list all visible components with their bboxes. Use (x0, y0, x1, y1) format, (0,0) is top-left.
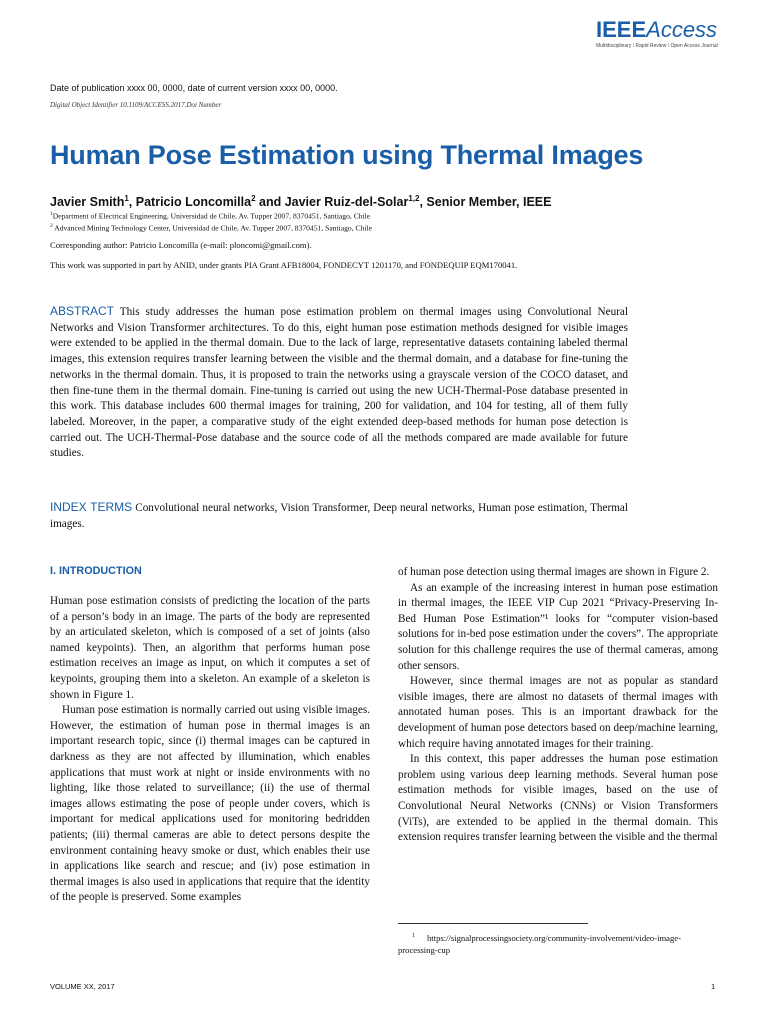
paragraph: Human pose estimation consists of predicting the location of the parts of a person’s body in an image. The parts of the body are represented by an articulated skeleton, which is composed of a set of joints (also named keypoints). Then, an algorithm that performs human pose estimation receives an image as input, on which it computes a set of keypoints, grouping them into a skeleton. An example of a skeleton is shown in Figure 1. (50, 595, 370, 701)
paragraph: of human pose detection using thermal images are shown in Figure 2. (398, 566, 710, 578)
doi-line: Digital Object Identifier 10.1109/ACCESS.2017.Doi Number (50, 101, 222, 109)
footnote: $^1$ https://signalprocessingsociety.org/community-involvement/video-image-processing-cup (398, 932, 681, 955)
right-column (398, 565, 718, 846)
publication-date: Date of publication xxxx 00, 0000, date of current version xxxx 00, 0000. (50, 83, 338, 93)
footnote-rule (398, 923, 588, 924)
funding-note: This work was supported in part by ANID, under grants PIA Grant AFB18004, FONDECYT 1201170, and FONDEQUIP EQM170041. (50, 260, 518, 270)
affiliation-1: $^1$Department of Electrical Engineering, Universidad de Chile, Av. Tupper 2007, 8370451, Santiago, Chile (50, 211, 371, 221)
footer-volume: VOLUME XX, 2017 (50, 982, 115, 991)
paper-title: Human Pose Estimation using Thermal Images (50, 140, 644, 170)
logo-tagline: Multidisciplinary ⁞ Rapid Review ⁞ Open Access Journal (596, 43, 718, 49)
logo-wordmark: IEEEAccess (596, 17, 718, 42)
abstract (50, 304, 628, 462)
author-1: Javier Smith (50, 195, 125, 210)
paragraph: In this context, this paper addresses the human pose estimation problem using various deep learning methods. Several human pose estimation methods for visible images, based on the use of Convolutional Neural Networks (CNNs) or Vision Transformers (ViTs), are extended to be applied in the thermal domain. This extension requires transfer learning between the visible and the thermal (398, 753, 718, 844)
affiliation-2: $^2$ Advanced Mining Technology Center, Universidad de Chile, Av. Tupper 2007, 8370451, Santiago, Chile (50, 223, 372, 233)
journal-logo (596, 18, 726, 58)
index-terms-text: Convolutional neural networks, Vision Transformer, Deep neural networks, Human pose estimation, Thermal images. (50, 502, 628, 530)
abstract-label: ABSTRACT (50, 304, 115, 318)
footnote-link: https://signalprocessingsociety.org/community-involvement/video-image-processing-cup (398, 932, 681, 955)
index-terms-label: INDEX TERMS (50, 500, 133, 514)
left-column (50, 594, 370, 906)
paragraph: As an example of the increasing interest in human pose estimation in thermal images, the IEEE VIP Cup 2021 “Privacy-Preserving In-Bed Human Pose Estimation”¹ looks for “computer vision-based solutions for in-bed pose estimation under the covers”. The appropriate solution for this challenge requires the use of thermal cameras, among other sensors. (398, 581, 718, 672)
page-number: 1 (711, 982, 716, 991)
author-3: Javier Ruiz-del-Solar (284, 195, 409, 210)
corresponding-author: Corresponding author: Patricio Loncomilla (e-mail: ploncomi@gmail.com). (50, 240, 312, 250)
author-2: Patricio Loncomilla (135, 195, 252, 210)
section-heading: I. INTRODUCTION (50, 565, 142, 577)
paragraph: Human pose estimation is normally carried out using visible images. However, the estimation of human pose in thermal images is an important research topic, since (i) thermal images can be captured in darkness as they are not affected by illumination, which enables applications that must work at night or inside environments with no lighting, like those related to surveillance; (ii) the use of thermal images allows estimating the pose of people under covers, which is important for medical applications used for monitoring bedridden patients; (iii) thermal cameras are able to detect persons despite the environment containing heavy smoke or dust, which enables their use in applications like search and rescue; and (iv) pose estimation in thermal images is also used in applications that require that the identity of the people is preserved. Some examples (50, 704, 370, 904)
author-list: Javier Smith$^1$, Patricio Loncomilla$^2$ and Javier Ruiz-del-Solar$^{1,2}$, Senior Member, IEEE (50, 194, 552, 210)
abstract-text: This study addresses the human pose estimation problem on thermal images using Convolutional Neural Networks and Vision Transformer architectures. To do this, eight human pose estimation methods designed for visible images were extended to be applied in the thermal domain. Due to the lack of large, representative datasets containing labeled thermal images, this extension requires transfer learning between the visible and the thermal domain, and a database for fine-tuning the networks in the thermal domain. Thus, it is proposed to train the networks using a grayscale version of the COCO dataset, and then fine-tune them in the thermal domain. Fine-tuning is carried out using the new UCH-Thermal-Pose database presented in this work. This database includes 600 thermal images for training, 200 for validation, and 104 for testing, all of them fully labeled. Moreover, in the paper, a comparative study of the eight extended deep-based methods for human pose detection is carried out. The UCH-Thermal-Pose database and the source code of all the methods compared are made available for future studies. (50, 306, 628, 460)
paragraph: However, since thermal images are not as popular as standard visible images, there are almost no datasets of thermal images with annotated human poses. This is an important drawback for the development of human pose detectors based on deep/machine learning, which require having annotated images for their training. (398, 675, 718, 750)
index-terms (50, 500, 628, 532)
